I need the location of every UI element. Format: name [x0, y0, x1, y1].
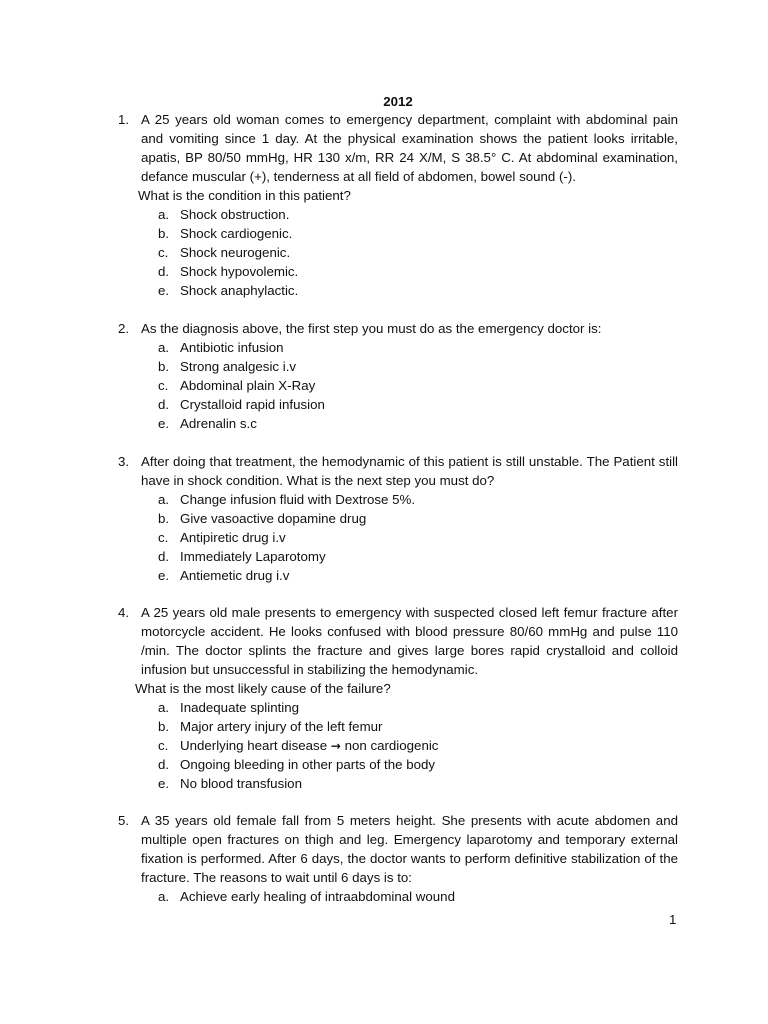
option-item	[118, 243, 678, 262]
option-item	[118, 338, 678, 357]
option-letter: a.	[158, 207, 170, 222]
option-list	[118, 338, 678, 433]
option-letter: d.	[158, 549, 170, 564]
question-text: A 25 years old woman comes to emergency department, complaint with abdominal pain and vomiting since 1 day. At the physical examination shows the patient looks irritable, apatis, BP 80/50 mmHg, HR 130 x/m, RR 24 X/M, S 38.5° C. At abdominal examination, defance muscular (+), tenderness at all field of abdomen, bowel sound (-).	[141, 112, 678, 184]
option-letter: e.	[158, 416, 170, 431]
option-item	[118, 281, 678, 300]
option-letter: a.	[158, 492, 170, 507]
option-item	[118, 755, 678, 774]
option-note: non cardiogenic	[344, 738, 439, 753]
question-5	[118, 811, 678, 906]
question-prompt: What is the most likely cause of the failure?	[135, 681, 391, 696]
question-text: A 25 years old male presents to emergency with suspected closed left femur fracture after motorcycle accident. He looks confused with blood pressure 80/60 mmHg and pulse 110 /min. The doctor splints the fracture and gives large bores rapid crystalloid and colloid infusion but unsuccessful in stabilizing the hemodynamic.	[141, 605, 678, 677]
question-1	[118, 110, 678, 300]
option-item	[118, 262, 678, 281]
option-item	[118, 224, 678, 243]
option-letter: a.	[158, 700, 170, 715]
option-letter: d.	[158, 397, 170, 412]
option-text: No blood transfusion	[180, 776, 302, 791]
option-letter: c.	[158, 378, 169, 393]
option-text: Shock anaphylactic.	[180, 283, 299, 298]
option-item	[118, 205, 678, 224]
option-item	[118, 528, 678, 547]
option-text-with-note	[180, 736, 438, 756]
question-4	[118, 603, 678, 793]
option-letter: b.	[158, 719, 170, 734]
option-item	[118, 887, 678, 906]
question-text: As the diagnosis above, the first step you must do as the emergency doctor is:	[141, 321, 602, 336]
question-number: 3.	[118, 454, 130, 469]
question-2	[118, 319, 678, 433]
option-text: Shock cardiogenic.	[180, 226, 293, 241]
option-letter: a.	[158, 340, 170, 355]
option-item	[118, 547, 678, 566]
option-text: Antipiretic drug i.v	[180, 530, 286, 545]
option-text: Underlying heart disease	[180, 738, 328, 753]
question-number: 1.	[118, 112, 130, 127]
question-3	[118, 452, 678, 585]
option-letter: e.	[158, 283, 170, 298]
option-letter: a.	[158, 889, 170, 904]
option-text: Ongoing bleeding in other parts of the body	[180, 757, 436, 772]
option-letter: b.	[158, 511, 170, 526]
option-item	[118, 490, 678, 509]
option-text: Antiemetic drug i.v	[180, 568, 290, 583]
option-text: Shock obstruction.	[180, 207, 290, 222]
option-text: Major artery injury of the left femur	[180, 719, 383, 734]
question-number: 5.	[118, 813, 130, 828]
option-letter: c.	[158, 738, 169, 753]
option-letter: c.	[158, 245, 169, 260]
option-list	[118, 698, 678, 793]
question-prompt: What is the condition in this patient?	[138, 188, 351, 203]
option-text: Change infusion fluid with Dextrose 5%.	[180, 492, 416, 507]
option-item	[118, 736, 678, 755]
option-text: Shock hypovolemic.	[180, 264, 299, 279]
option-item	[118, 698, 678, 717]
option-item	[118, 774, 678, 793]
option-letter: d.	[158, 757, 170, 772]
option-letter: b.	[158, 226, 170, 241]
question-number: 4.	[118, 605, 130, 620]
option-text: Immediately Laparotomy	[180, 549, 326, 564]
question-text: After doing that treatment, the hemodynamic of this patient is still unstable. The Patient still have in shock condition. What is the next step you must do?	[141, 454, 678, 488]
option-item	[118, 566, 678, 585]
option-text: Achieve early healing of intraabdominal wound	[180, 889, 455, 904]
option-text: Abdominal plain X-Ray	[180, 378, 316, 393]
option-letter: e.	[158, 776, 170, 791]
option-list	[118, 490, 678, 585]
page-number: 1	[669, 912, 677, 927]
option-item	[118, 717, 678, 736]
option-letter: c.	[158, 530, 169, 545]
option-text: Inadequate splinting	[180, 700, 300, 715]
option-item	[118, 357, 678, 376]
option-list	[118, 887, 678, 906]
option-item	[118, 509, 678, 528]
option-letter: d.	[158, 264, 170, 279]
option-text: Strong analgesic i.v	[180, 359, 297, 374]
option-letter: e.	[158, 568, 170, 583]
option-text: Shock neurogenic.	[180, 245, 291, 260]
option-item	[118, 376, 678, 395]
document-year-heading: 2012	[383, 94, 413, 109]
option-text: Give vasoactive dopamine drug	[180, 511, 367, 526]
option-item	[118, 414, 678, 433]
right-arrow-icon: →	[330, 739, 341, 753]
option-text: Adrenalin s.c	[180, 416, 257, 431]
option-text: Antibiotic infusion	[180, 340, 284, 355]
option-item	[118, 395, 678, 414]
option-text: Crystalloid rapid infusion	[180, 397, 325, 412]
question-text: A 35 years old female fall from 5 meters height. She presents with acute abdomen and multiple open fractures on thigh and leg. Emergency laparotomy and temporary external fixation is performed. After 6 days, the doctor wants to perform definitive stabilization of the fracture. The reasons to wait until 6 days is to:	[141, 813, 678, 885]
question-number: 2.	[118, 321, 130, 336]
option-list	[118, 205, 678, 300]
option-letter: b.	[158, 359, 170, 374]
